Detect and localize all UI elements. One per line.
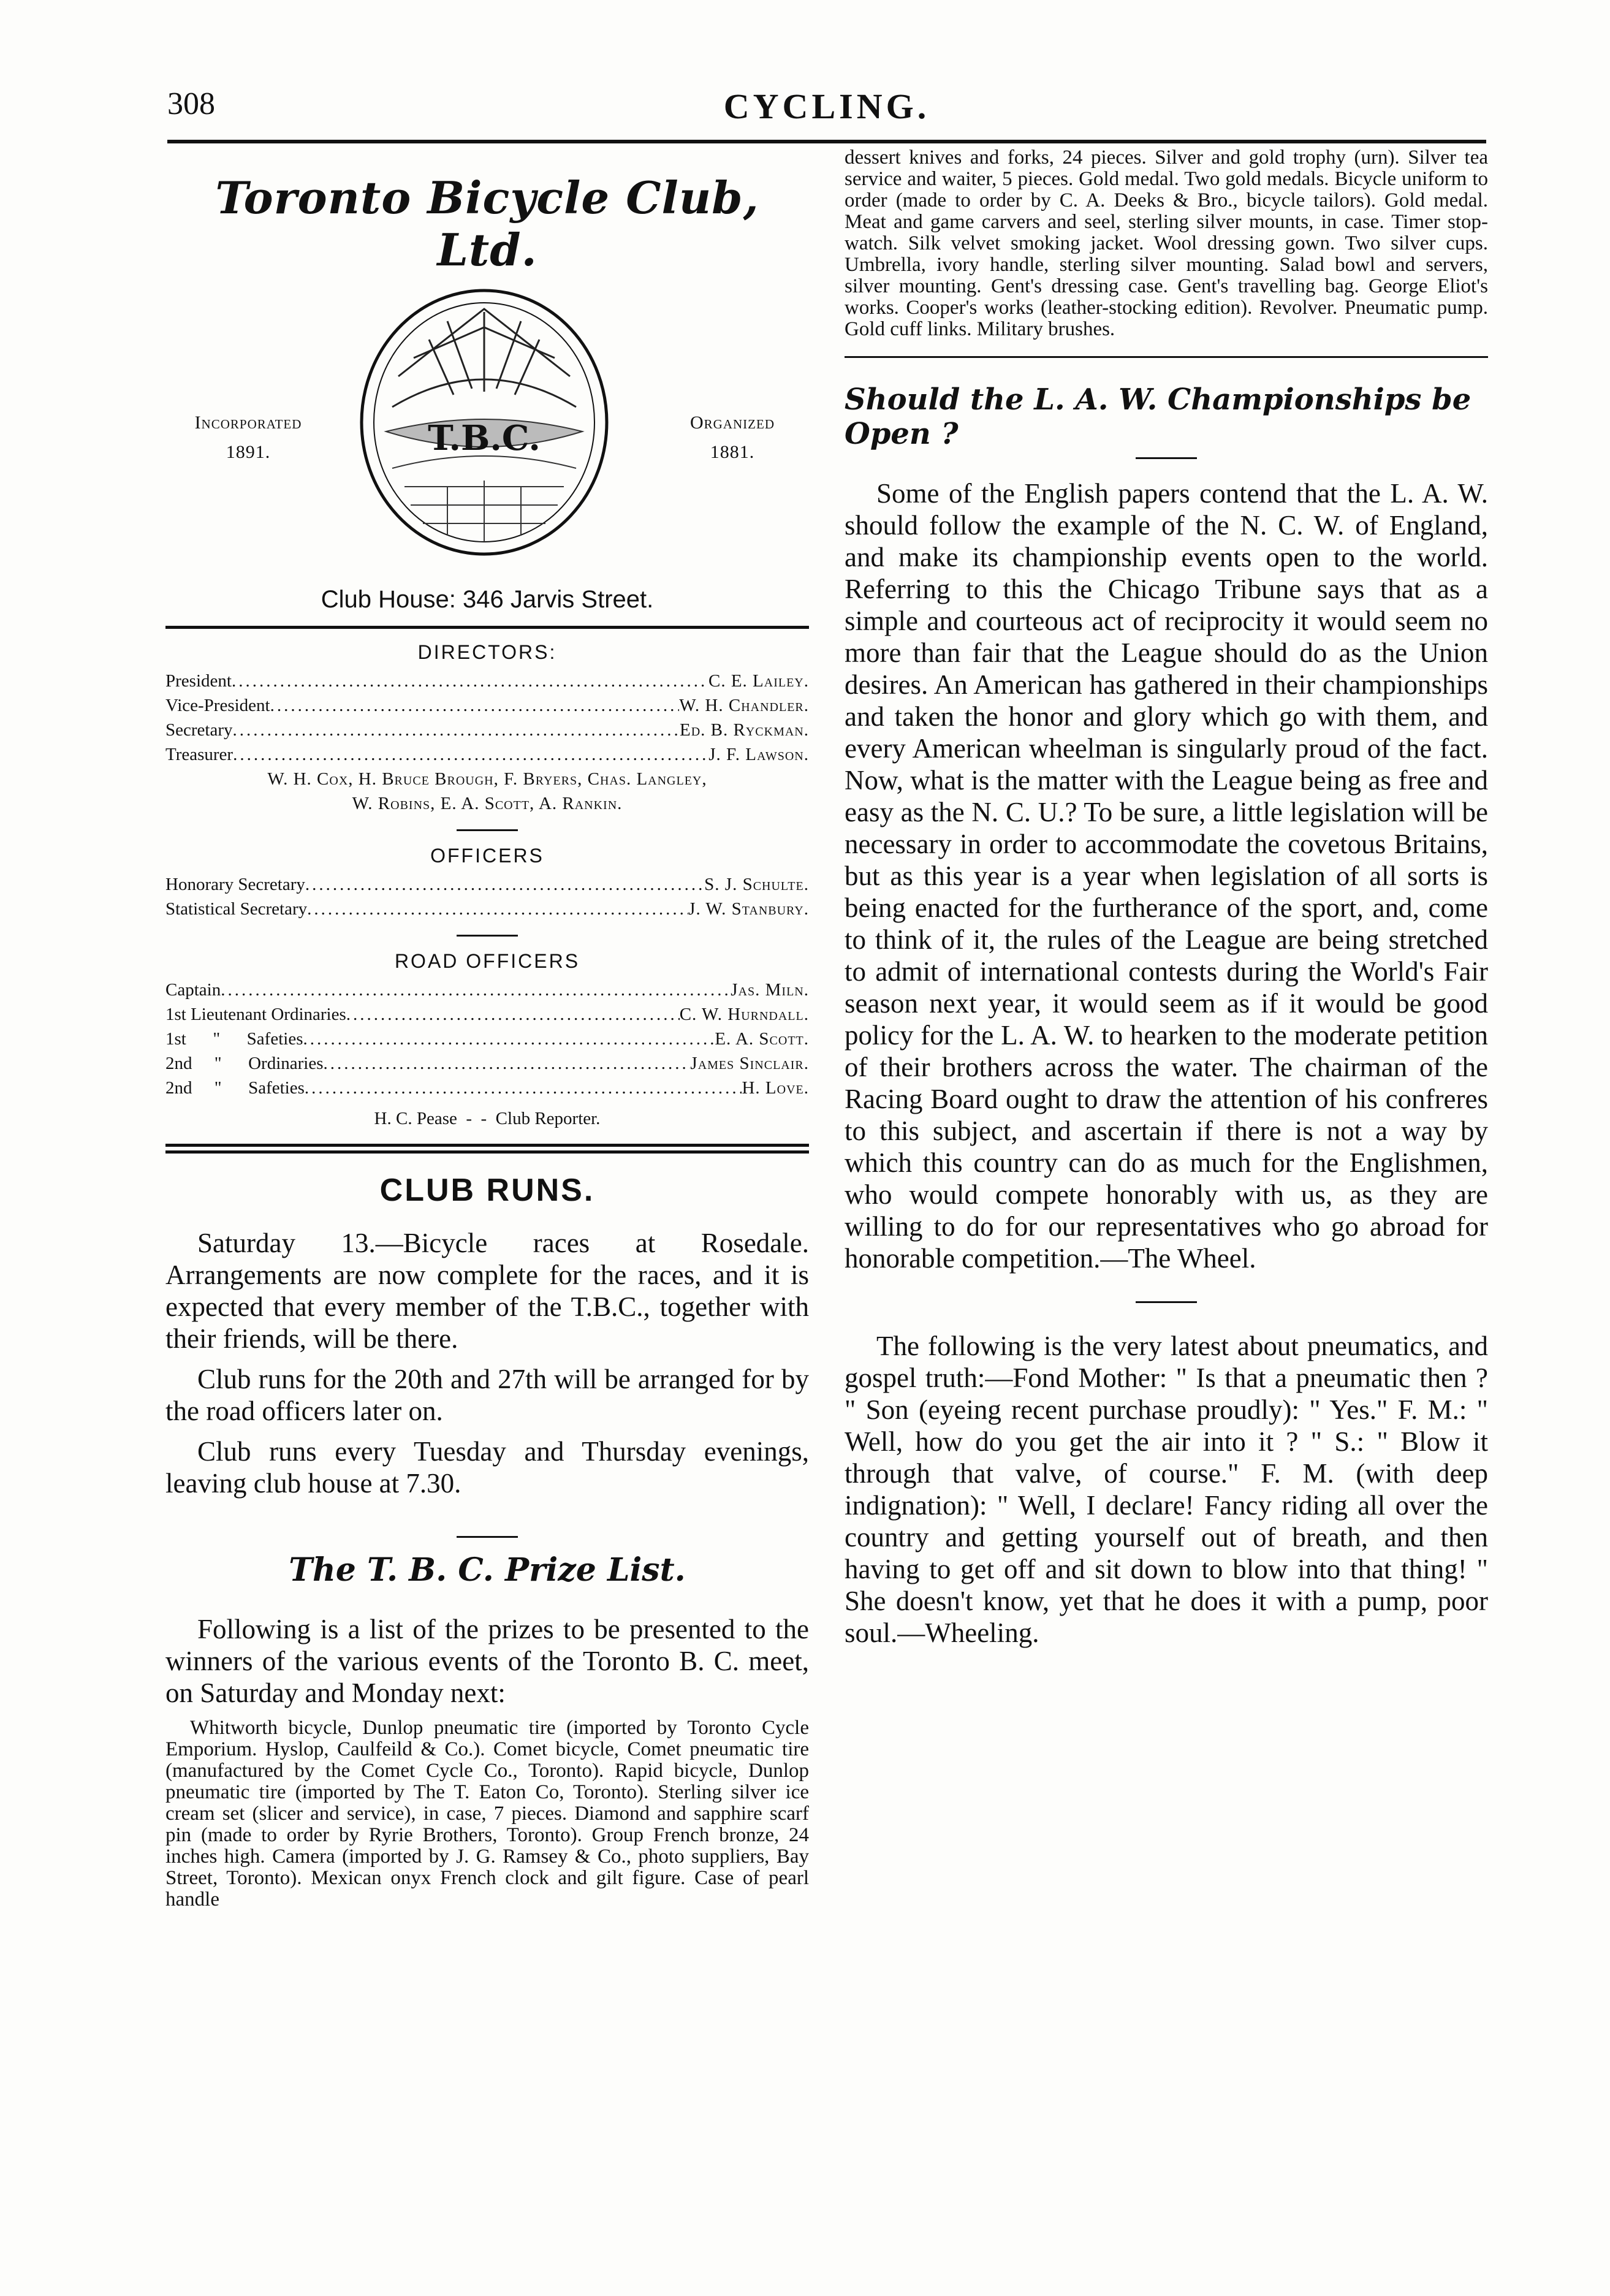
short-rule [1136,1301,1197,1303]
road-officer-row [165,1076,809,1100]
double-rule [165,1144,809,1154]
pneumatic-item-body: The following is the very latest about pneumatics, and gospel truth:—Fond Mother: " Is that a pneumatic then ? " Son (eyeing recent purchase proudly): " Yes." F. M.: " Well, how do you get the air into it ? " S.: " Blow it through that valve, of course." F. M. (with deep indignation): " Well, I declare! Fancy riding all over the country and getting yourself out of breath, and then having to get off and sit down to blow into that thing! " She doesn't know, yet that he does it with a pump, poor soul.—Wheeling. [845,1331,1488,1648]
organized-year: 1881. [710,442,755,462]
row-value: S. J. Schulte. [704,875,809,894]
page-header [167,86,1486,135]
director-row [165,742,809,767]
right-column [845,147,1488,1657]
row-label: Honorary Secretary [165,875,305,894]
law-article-heading: Should the L. A. W. Championships be Open ? [845,382,1471,451]
row-value: James Sinclair. [690,1054,809,1073]
row-label: 2nd " Ordinaries [165,1054,324,1073]
prize-list-items-continued: dessert knives and forks, 24 pieces. Silver and gold trophy (urn). Silver tea service and waiter, 5 pieces. Gold medal. Two gold medals. Bicycle uniform to order (made to order by C. A. Deeks & Bro., bicycle tailors). Gold medal. Meat and game carvers and seel, sterling silver mounts, in case. Timer stop-watch. Silk velvet smoking jacket. Wool dressing gown. Two silver cups. Umbrella, ivory handle, sterling silver mounting. Salad bowl and servers, silver mounting. Gent's dressing case. Gent's travelling bag. George Eliot's works. Cooper's works (leather-stocking edition). Revolver. Pneumatic pump. Gold cuff links. Military brushes. [845,146,1488,340]
row-value: E. A. Scott. [715,1029,809,1049]
row-value: J. W. Stanbury. [688,899,809,919]
director-row [165,693,809,718]
row-value: C. E. Lailey. [708,671,809,691]
road-officer-row [165,978,809,1002]
officers-heading: OFFICERS [430,845,544,867]
prize-list-intro: Following is a list of the prizes to be presented to the winners of the various events of the Toronto B. C. meet, on Saturday and Monday next: [165,1614,809,1708]
running-head: CYCLING. [723,86,930,126]
prize-list-section [165,1551,809,1910]
club-runs-section [165,1172,809,1499]
incorporated-note [178,408,319,467]
officer-row [165,872,809,897]
row-label: Treasurer [165,745,234,764]
directors-heading: DIRECTORS: [417,641,557,663]
section-rule [165,626,809,629]
law-article [845,382,1488,1274]
club-seal-emblem [355,284,613,560]
short-rule [1136,457,1197,459]
row-value: C. W. Hurndall. [679,1005,809,1024]
section-rule [845,356,1488,358]
club-runs-heading: CLUB RUNS. [379,1173,595,1208]
club-runs-paragraph: Club runs for the 20th and 27th will be arranged for by the road officers later on. [165,1364,809,1426]
row-label: President [165,671,232,691]
club-title: Toronto Bicycle Club, Ltd. [215,172,759,276]
director-row [165,718,809,742]
officer-row [165,897,809,921]
row-label: Secretary [165,720,233,740]
organized-note [662,408,803,467]
road-officer-row [165,1027,809,1051]
row-label: 1st Lieutenant Ordinaries [165,1005,346,1024]
short-rule [457,935,518,937]
row-value: H. Love. [742,1078,809,1098]
row-label: Statistical Secretary [165,899,308,919]
row-label: 2nd " Safeties [165,1078,305,1098]
incorporated-year: 1891. [226,442,271,462]
row-label: Vice-President [165,696,270,715]
road-officer-row [165,1051,809,1076]
officers-section [165,845,809,921]
club-seal-row [165,279,809,574]
club-runs-paragraph: Club runs every Tuesday and Thursday evenings, leaving club house at 7.30. [165,1436,809,1499]
short-rule [457,1536,518,1538]
organized-label: Organized [690,412,775,433]
prize-list-heading: The T. B. C. Prize List. [289,1551,686,1589]
road-officers-section [165,950,809,1129]
law-article-body: Some of the English papers contend that the L. A. W. should follow the example of the N. C. W. of England, and make its championship events open to the world. Referring to this the Chicago Tribune says that as a simple and courteous act of reciprocity it would seem no more than fair that the League should do as the Union desires. An American has gathered in their championships and taken the honor and glory which go with them, and every American wheelman is singularly proud of the fact. Now, what is the matter with the League being as free and easy as the N. C. U.? To be sure, a little legislation will be necessary in order to accommodate the covetous Britains, but as this year is a year when legislation of all sorts is being enacted for the furtherance of the sport, and, come to think of it, the rules of the League are being stretched to admit of international contests during the World's Fair season next year, it would seem as if it would be good policy for the L. A. W. to hearken to the moderate petition of their brothers across the water. The chairman of the Racing Board ought to draw the attention of his confreres to this subject, and ascertain if there is not a way by which this country can do as much for the Englishmen, who would compete honorably with us, as they are willing to do for our representatives who go abroad for honorable competition.—The Wheel. [845,478,1488,1274]
club-reporter-line: H. C. Pease - - Club Reporter. [374,1109,601,1128]
seal-letters: T.B.C. [428,418,541,458]
pneumatic-item [845,1330,1488,1649]
row-value: J. F. Lawson. [708,745,809,764]
row-value: W. H. Chandler. [679,696,809,715]
row-value: Jas. Miln. [731,980,809,1000]
row-label: 1st " Safeties [165,1029,303,1049]
incorporated-label: Incorporated [194,412,302,433]
row-label: Captain [165,980,221,1000]
other-directors-line: W. Robins, E. A. Scott, A. Rankin. [352,794,623,813]
club-runs-paragraph: Saturday 13.—Bicycle races at Rosedale. Arrangements are now complete for the races, and it is expected that every member of the T.B.C., together with their friends, will be there. [165,1228,809,1354]
directors-section [165,641,809,816]
prize-list-items: Whitworth bicycle, Dunlop pneumatic tire (imported by Toronto Cycle Emporium. Hyslop, Caulfeild & Co.). Comet bicycle, Comet pneumatic tire (manufactured by the Comet Cycle Co., Toronto). Rapid bicycle, Dunlop pneumatic tire (imported by The T. Eaton Co, Toronto). Sterling silver ice cream set (slicer and service), in case, 7 pieces. Diamond and sapphire scarf pin (made to order by Ryrie Brothers, Toronto). Group French bronze, 24 inches high. Camera (imported by J. G. Ramsey & Co., photo suppliers, Bay Street, Toronto). Mexican onyx French clock and gilt figure. Case of pearl handle [165,1717,809,1910]
road-officer-row [165,1002,809,1027]
page-number: 308 [167,86,215,121]
other-directors-line: W. H. Cox, H. Bruce Brough, F. Bryers, Chas. Langley, [267,769,707,789]
club-house-address: Club House: 346 Jarvis Street. [321,586,654,613]
header-rule [167,140,1486,143]
short-rule [457,829,518,831]
director-row [165,669,809,693]
left-column [165,147,809,1910]
row-value: Ed. B. Ryckman. [680,720,809,740]
road-officers-heading: ROAD OFFICERS [394,950,580,972]
